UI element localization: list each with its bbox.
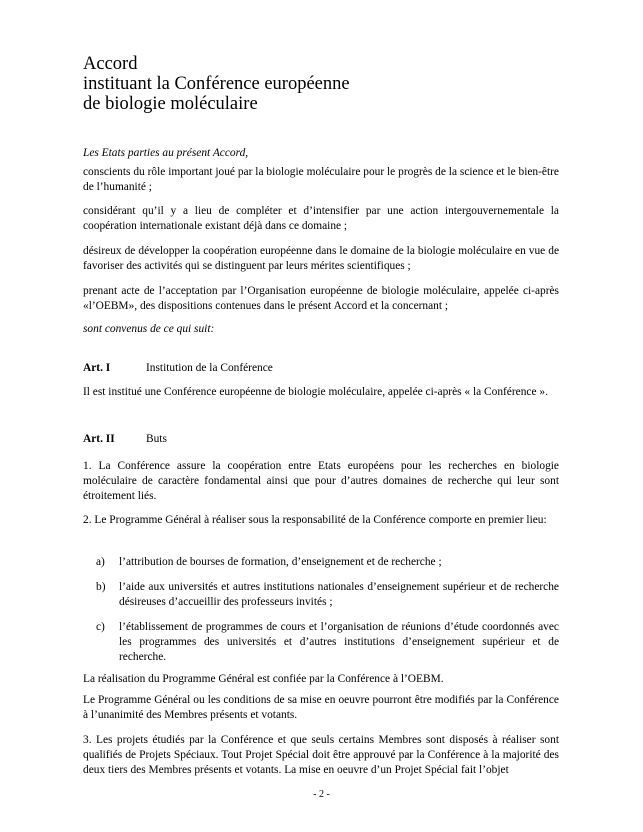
list-item-text: l’attribution de bourses de formation, d’enseignement et de recherche ; <box>119 556 442 568</box>
title-line-1: Accord <box>83 54 138 74</box>
article-1-header <box>83 361 273 376</box>
article-2-paragraph-2: 2. Le Programme Général à réaliser sous la responsabilité de la Conférence comporte en premier lieu: <box>83 514 547 526</box>
preamble-paragraph-2: considérant qu’il y a lieu de compléter et d’intensifier par une action intergouvernementale la coopération internationale existant déjà dans ce domaine ; <box>83 205 559 232</box>
list-item-label: b) <box>96 581 106 593</box>
article-1-number: Art. I <box>83 362 111 374</box>
article-2-number: Art. II <box>83 433 115 445</box>
article-1-text: Il est institué une Conférence européenne de biologie moléculaire, appelée ci-après « la Conférence ». <box>83 386 548 398</box>
title-line-2: instituant la Conférence européenne <box>83 74 350 94</box>
article-2-paragraph-4: Le Programme Général ou les conditions de sa mise en oeuvre pourront être modifiés par la Conférence à l’unanimité des Membres présents et votants. <box>83 694 559 721</box>
list-item-text: l’établissement de programmes de cours et l’organisation de réunions d’étude coordonnés avec les programmes des universités et d’autres institutions d’enseignement supérieur et de recherche. <box>119 621 559 663</box>
preamble-conclusion: sont convenus de ce qui suit: <box>83 323 215 335</box>
article-2-paragraph-1: 1. La Conférence assure la coopération entre Etats européens pour les recherches en biologie moléculaire de caractère fondamental ainsi que pour d’autres domaines de recherche qui leur sont étroitement liés. <box>83 460 559 502</box>
title-line-3: de biologie moléculaire <box>83 94 258 114</box>
list-item-b <box>83 580 559 610</box>
preamble-paragraph-3: désireux de développer la coopération européenne dans le domaine de la biologie moléculaire en vue de favoriser des activités qui se distinguent par leurs mérites scientifiques ; <box>83 245 559 272</box>
list-item-c <box>83 620 559 665</box>
article-2-paragraph-3: La réalisation du Programme Général est confiée par la Conférence à l’OEBM. <box>83 673 444 685</box>
document-title <box>83 54 350 114</box>
article-1-heading: Institution de la Conférence <box>146 362 273 374</box>
list-item-label: a) <box>96 556 105 568</box>
list-item-a <box>83 555 559 570</box>
preamble-paragraph-1: conscients du rôle important joué par la biologie moléculaire pour le progrès de la science et le bien-être de l’humanité ; <box>83 166 559 193</box>
article-2-heading: Buts <box>146 433 167 445</box>
list-item-text: l’aide aux universités et autres institutions nationales d’enseignement supérieur et de recherche désireuses d’accueillir des professeurs invités ; <box>119 581 559 608</box>
article-2-header <box>83 432 167 447</box>
list-item-label: c) <box>96 621 105 633</box>
page-number: - 2 - <box>313 789 330 800</box>
preamble-paragraph-4: prenant acte de l’acceptation par l’Organisation européenne de biologie moléculaire, appelée ci-après «l’OEBM», des dispositions contenues dans le présent Accord et la concernant ; <box>83 285 559 312</box>
article-2-paragraph-5: 3. Les projets étudiés par la Conférence et que seuls certains Membres sont disposés à réaliser sont qualifiés de Projets Spéciaux. Tout Projet Spécial doit être approuvé par la Conférence à la majorité des deux tiers des Membres présents et votants. La mise en oeuvre d’un Projet Spécial fait l’objet <box>83 734 559 776</box>
preamble-intro: Les Etats parties au présent Accord, <box>83 147 249 159</box>
